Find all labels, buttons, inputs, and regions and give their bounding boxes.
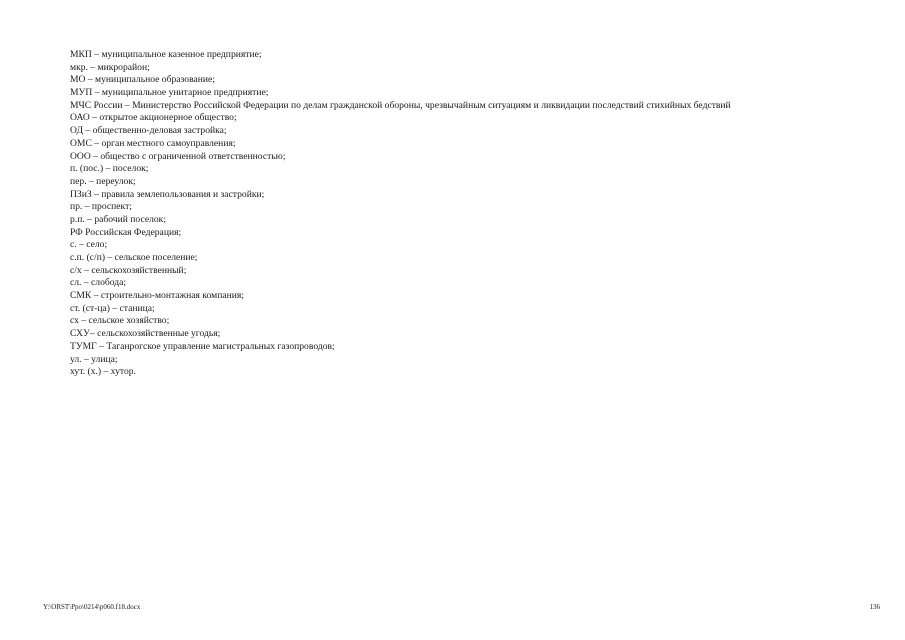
abbreviation-item: мкр. – микрорайон; — [70, 61, 150, 73]
abbreviation-item: ст. (ст-ца) – станица; — [70, 302, 155, 314]
abbreviation-item: пер. – переулок; — [70, 175, 136, 187]
abbreviation-item: р.п. – рабочий поселок; — [70, 213, 167, 225]
abbreviation-item: МКП – муниципальное казенное предприятие; — [70, 49, 262, 60]
abbreviation-item: МУП – муниципальное унитарное предприятие; — [70, 87, 269, 99]
abbreviation-item: ООО – общество с ограниченной ответственностью; — [70, 150, 286, 162]
abbreviation-item: сл. – слобода; — [70, 277, 127, 289]
abbreviation-item: СМК – строительно-монтажная компания; — [70, 290, 244, 302]
abbreviation-item: с. – село; — [70, 239, 108, 251]
abbreviation-item: СХУ– сельскохозяйственные угодья; — [70, 328, 221, 340]
abbreviation-item: с.п. (с/п) – сельское поселение; — [70, 252, 198, 263]
abbreviation-item: пр. – проспект; — [70, 201, 132, 213]
abbreviation-item: п. (пос.) – поселок; — [70, 163, 149, 175]
abbreviation-item: с/х – сельскохозяйственный; — [70, 264, 187, 276]
abbreviation-item: хут. (х.) – хутор. — [70, 366, 136, 378]
abbreviation-item: РФ Российская Федерация; — [70, 226, 182, 238]
abbreviation-item: ОД – общественно-деловая застройка; — [70, 125, 227, 137]
abbreviation-item: МО – муниципальное образование; — [70, 74, 215, 86]
abbreviation-item: ул. – улица; — [70, 353, 118, 365]
abbreviation-item: ПЗиЗ – правила землепользования и застройки; — [70, 188, 265, 200]
abbreviation-item: МЧС России – Министерство Российской Федерации по делам гражданской обороны, чрезвычайным ситуациям и ликвидации последствий стихийных бедствий — [70, 99, 731, 111]
footer-file-path: Y:\ORST\Ppo\0214\p060.f18.docx — [43, 603, 141, 611]
abbreviation-list — [70, 49, 731, 379]
abbreviation-item: ОМС – орган местного самоуправления; — [70, 137, 236, 149]
page-number: 136 — [869, 603, 880, 611]
abbreviation-item: сх – сельское хозяйство; — [70, 315, 170, 327]
abbreviation-item: ТУМГ – Таганрогское управление магистральных газопроводов; — [70, 340, 335, 352]
abbreviation-item: ОАО – открытое акционерное общество; — [70, 112, 237, 124]
